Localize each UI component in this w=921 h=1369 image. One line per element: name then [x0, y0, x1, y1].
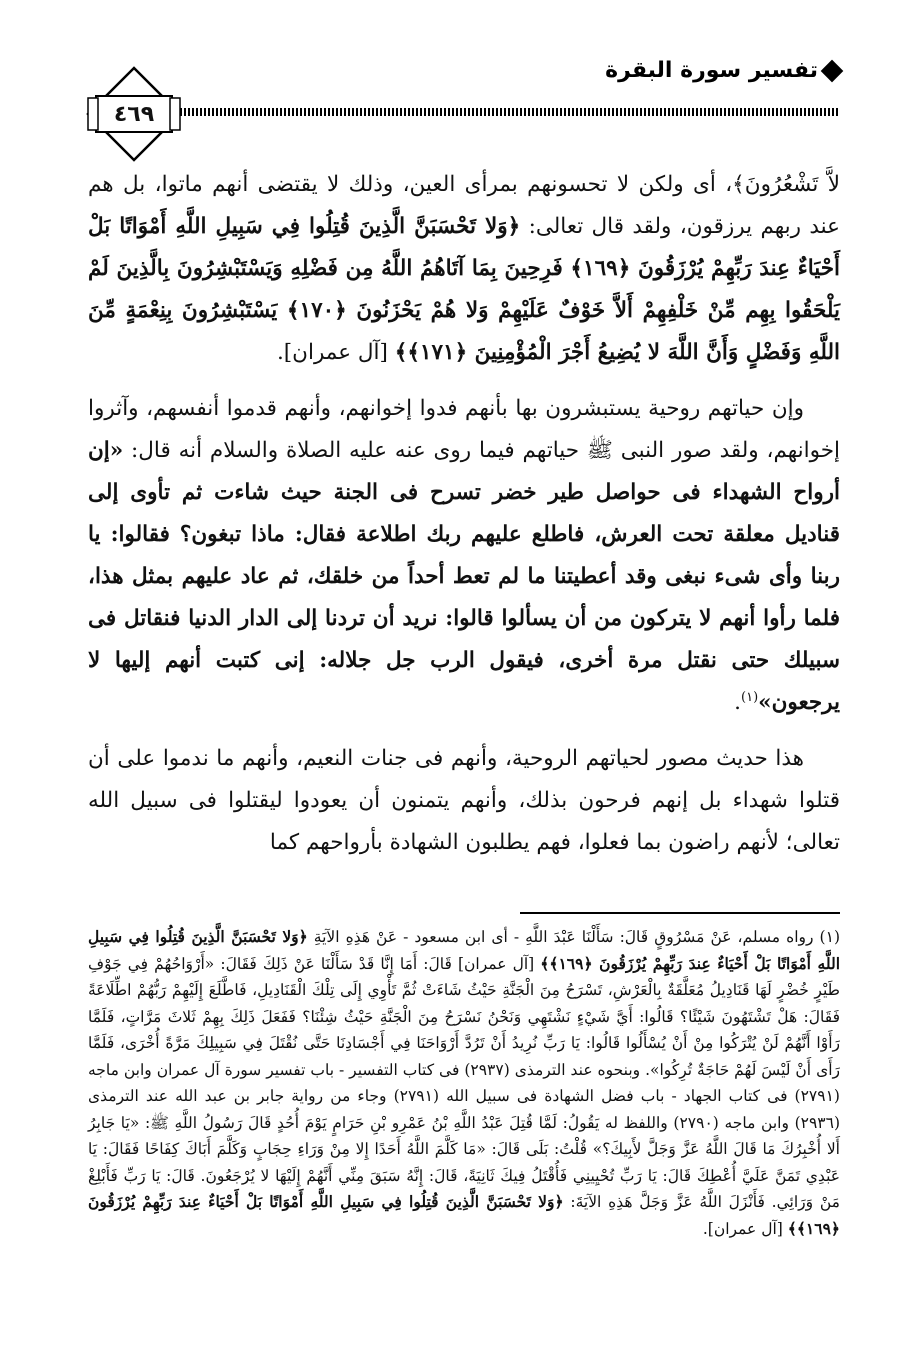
footnote-text-b: [آل عمران] قَالَ: أَمَا إِنَّا قَدْ سَأَلْنَا عَنْ ذَلِكَ فَقَالَ: «أَرْوَاحُهُمْ فِي جَوْفِ طَيْرٍ خُضْرٍ لَهَا قَنَادِيلُ مُعَلَّقَةٌ بِالْعَرْشِ، تَسْرَحُ مِنَ الْجَنَّةِ حَيْثُ شَاءَتْ ثُمَّ تَأْوِي إِلَى تِلْكَ الْقَنَادِيلِ، فَاطَّلَعَ إِلَيْهِمْ رَبُّهُمْ اطِّلَاعَةً فَقَالَ: هَلْ تَشْتَهُونَ شَيْئًا؟ قَالُوا: أَيَّ شَيْءٍ نَشْتَهِي وَنَحْنُ نَسْرَحُ مِنَ الْجَنَّةِ حَيْثُ شِئْنَا؟ فَفَعَلَ ذَلِكَ بِهِمْ ثَلاثَ مَرَّاتٍ، فَلَمَّا رَأَوْا أَنَّهُمْ لَنْ يُتْرَكُوا مِنْ أَنْ يُسْأَلُوا قَالُوا: يَا رَبِّ نُرِيدُ أَنْ تَرُدَّ أَرْوَاحَنَا فِي أَجْسَادِنَا حَتَّى نُقْتَلَ فِي سَبِيلِكَ مَرَّةً أُخْرَى، فَلَمَّا رَأَى أَنْ لَيْسَ لَهُمْ حَاجَةٌ تُرِكُوا». وبنحوه عند الترمذى (٢٩٣٧) فى كتاب التفسير - باب تفسير سورة آل عمران وابن ماجه (٢٧٩١) فى كتاب الجهاد - باب فضل الشهادة فى سبيل الله (٢٧٩١) وجاء من رواية جابر بن عبد الله عند الترمذى (٢٩٣٦) وابن ماجه (٢٧٩٠) واللفظ له يَقُولُ: لَمَّا قُتِلَ عَبْدُ اللَّهِ بْنُ عَمْرِو بْنِ حَرَامٍ يَوْمَ أُحُدٍ قَالَ رَسُولُ اللَّهِ ﷺ: «يَا جَابِرُ أَلا أُخْبِرُكَ مَا قَالَ اللَّهُ عَزَّ وَجَلَّ لأَبِيكَ؟» قُلْتُ: بَلَى قَالَ: «مَا كَلَّمَ اللَّهُ أَحَدًا إِلا مِنْ وَرَاءِ حِجَابٍ وَكَلَّمَ أَبَاكَ كِفَاحًا فَقَالَ: يَا عَبْدِي تَمَنَّ عَلَيَّ أُعْطِكَ قَالَ: يَا رَبِّ تُحْيِينِي فَأُقْتَلُ فِيكَ ثَانِيَةً، قَالَ: إِنَّهُ سَبَقَ مِنِّي أَنَّهُمْ إِلَيْهَا لا يُرْجَعُونَ. قَالَ: يَا رَبِّ فَأَبْلِغْ مَنْ وَرَائِي. فَأَنْزَلَ اللَّهُ عَزَّ وَجَلَّ هَذِهِ الآيَةَ: — [88, 954, 840, 1211]
footnote-separator — [520, 912, 840, 914]
footnote — [88, 924, 840, 1324]
footnote-text — [88, 924, 840, 1242]
footnote-quran-a: ﴿وَلا تَحْسَبَنَّ الَّذِينَ قُتِلُوا فِي سَبِيلِ اللَّهِ أَمْوَاتًا بَلْ أَحْيَاءٌ عِندَ رَبِّهِمْ يُرْزَقُونَ ﴿١٦٩﴾﴾ — [88, 927, 841, 973]
page-header — [80, 50, 840, 160]
paragraph-2 — [88, 388, 840, 724]
quran-verse: ﴿وَلا تَحْسَبَنَّ الَّذِينَ قُتِلُوا فِي سَبِيلِ اللَّهِ أَمْوَاتًا بَلْ أَحْيَاءٌ عِندَ رَبِّهِمْ يُرْزَقُونَ ﴿١٦٩﴾ فَرِحِينَ بِمَا آتَاهُمُ اللَّهُ مِن فَضْلِهِ وَيَسْتَبْشِرُونَ بِالَّذِينَ لَمْ يَلْحَقُوا بِهِم مِّنْ خَلْفِهِمْ أَلاَّ خَوْفٌ عَلَيْهِمْ وَلا هُمْ يَحْزَنُونَ ﴿١٧٠﴾ يَسْتَبْشِرُونَ بِنِعْمَةٍ مِّنَ اللَّهِ وَفَضْلٍ وَأَنَّ اللَّهَ لا يُضِيعُ أَجْرَ الْمُؤْمِنِينَ ﴿١٧١﴾﴾ — [88, 214, 840, 365]
paragraph-2-end: . — [734, 690, 742, 715]
paragraph-1 — [88, 164, 840, 374]
diamond-ornament-icon — [821, 59, 844, 82]
hadith-quote: «إن أرواح الشهداء فى حواصل طير خضر تسرح فى الجنة حيث شاءت ثم تأوى إلى قناديل معلقة تحت العرش، فاطلع عليهم ربك اطلاعة فقال: ماذا تبغون؟ فقالوا: يا ربنا وأى شىء نبغى وقد أعطيتنا ما لم تعط أحداً من خلقك، ثم عاد عليهم بمثل هذا، فلما رأوا أنهم لا يتركون من أن يسألوا قالوا: نريد أن تردنا إلى الدار الدنيا فنقاتل فى سبيلك حتى نقتل مرة أخرى، فيقول الرب جل جلاله: إنى كتبت أنهم إليها لا يرجعون» — [88, 438, 840, 715]
paragraph-3 — [88, 738, 840, 864]
paragraph-1-text: لاَّ تَشْعُرُونَ﴾، أى ولكن لا تحسونهم بمرأى العين، وذلك لا يقتضى أنهم ماتوا، بل هم عند ربهم يرزقون، ولقد قال تعالى: — [88, 172, 840, 239]
header-rule — [160, 108, 840, 116]
footnote-text-a: (١) رواه مسلم، عَنْ مَسْرُوقٍ قَالَ: سَأَلْنَا عَبْدَ اللَّهِ - أى ابن مسعود - عَنْ هَذِهِ الآيَةِ — [307, 928, 840, 946]
running-title-text: تفسير سورة البقرة — [605, 58, 818, 83]
running-title — [605, 58, 840, 83]
footnote-text-c: [آل عمران]. — [702, 1219, 788, 1238]
surah-reference: [آل عمران]. — [276, 340, 395, 365]
page-number-badge — [86, 66, 182, 162]
main-text — [88, 164, 840, 894]
footnote-quran-b: ﴿وَلا تَحْسَبَنَّ الَّذِينَ قُتِلُوا فِي سَبِيلِ اللَّهِ أَمْوَاتًا بَلْ أَحْيَاءٌ عِندَ رَبِّهِمْ يُرْزَقُونَ ﴿١٦٩﴾﴾ — [88, 1192, 840, 1238]
page-number: ٤٦٩ — [113, 102, 155, 127]
paragraph-3-text: هذا حديث مصور لحياتهم الروحية، وأنهم فى جنات النعيم، وأنهم ما ندموا على أن قتلوا شهداء بل إنهم فرحون بذلك، وأنهم يتمنون أن يعودوا ليقتلوا فى سبيل الله تعالى؛ لأنهم راضون بما فعلوا، فهم يطلبون الشهادة بأرواحهم كما — [88, 746, 840, 855]
paragraph-2-text: وإن حياتهم روحية يستبشرون بها بأنهم فدوا إخوانهم، وأنهم قدموا أنفسهم، وآثروا إخوانهم، ولقد صور النبى ﷺ حياتهم فيما روى عنه عليه الصلاة والسلام أنه قال: — [88, 396, 840, 463]
footnote-marker: (١) — [741, 689, 759, 705]
